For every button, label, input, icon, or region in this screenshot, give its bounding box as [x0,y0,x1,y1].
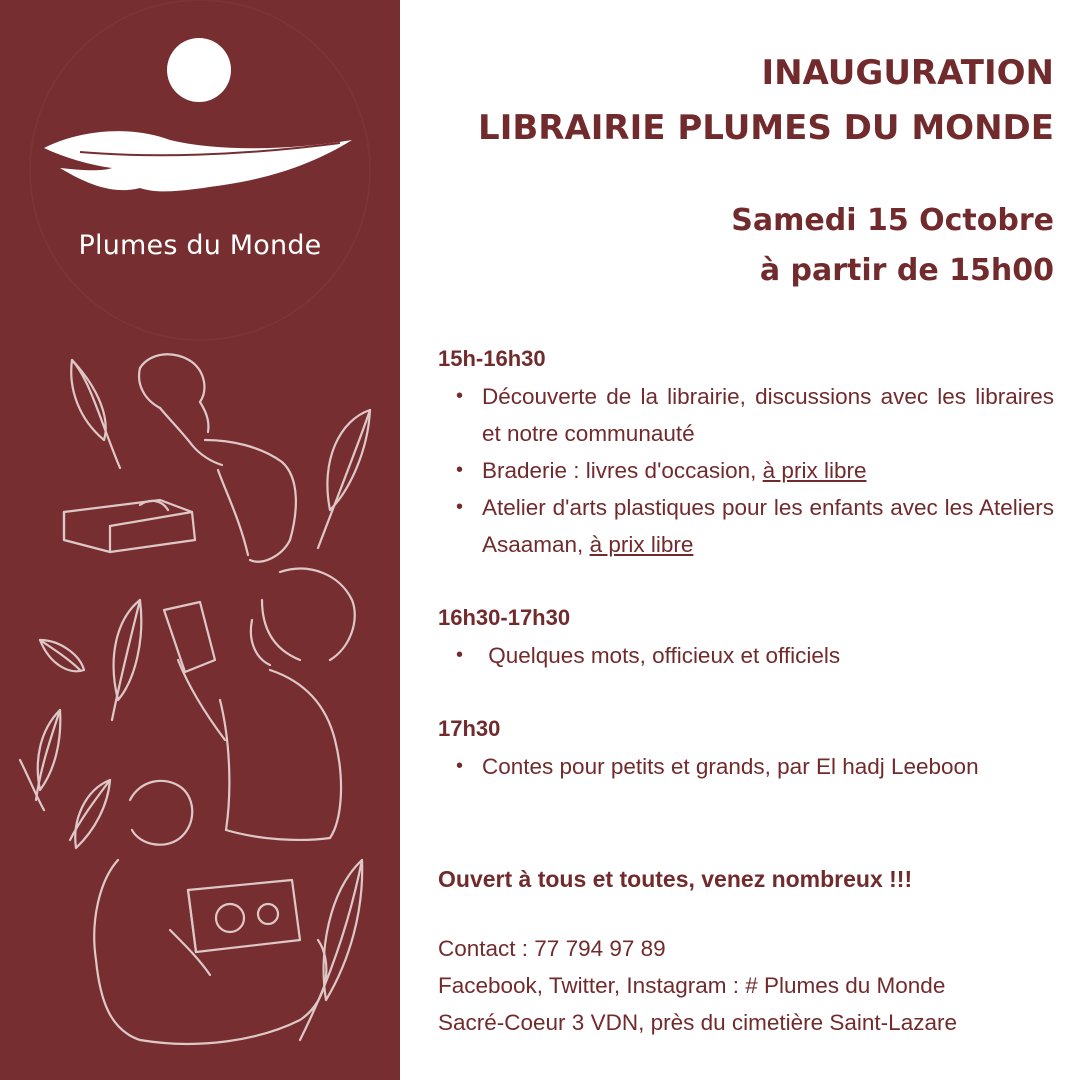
contact-address: Sacré-Coeur 3 VDN, près du cimetière Saint-Lazare [438,1010,957,1035]
brand-name: Plumes du Monde [78,230,322,261]
prix-libre-link[interactable]: à prix libre [589,532,694,557]
reader-with-headwrap-sketch [164,569,355,840]
event-title-line2: LIBRAIRIE PLUMES DU MONDE [478,108,1054,148]
schedule-time-3: 17h30 [438,716,501,741]
schedule-time-1: 15h-16h30 [438,346,546,371]
feather-icon [44,131,352,191]
brand-panel [0,0,400,1080]
contact-social: Facebook, Twitter, Instagram : # Plumes du Monde [438,973,946,998]
call-to-action: Ouvert à tous et toutes, venez nombreux !!! [438,866,913,892]
schedule-list-3 [438,748,1054,785]
list-item: • Atelier d'arts plastiques pour les enfants avec les Ateliers Asaaman, à prix libre [438,489,1054,563]
content-panel [438,0,1054,1080]
schedule-list-1 [438,378,1054,563]
sketch-illustration [0,0,400,1080]
reader-with-book-sketch [64,354,296,561]
event-title-line1: INAUGURATION [761,53,1054,93]
event-date: Samedi 15 Octobre [731,203,1054,238]
list-item: • Contes pour petits et grands, par El hadj Leeboon [438,748,1054,785]
contact-phone: Contact : 77 794 97 89 [438,936,666,961]
schedule-list-2 [438,637,1054,674]
event-start-time: à partir de 15h00 [759,253,1054,288]
list-item: • Découverte de la librairie, discussions avec les libraires et notre communauté [438,378,1054,452]
prix-libre-link[interactable]: à prix libre [762,458,867,483]
list-item: • Braderie : livres d'occasion, à prix libre [438,452,1054,489]
list-item: • Quelques mots, officieux et officiels [438,637,1054,674]
child-reader-sketch [94,781,326,1044]
schedule-time-2: 16h30-17h30 [438,605,571,630]
moon-icon [167,38,231,102]
